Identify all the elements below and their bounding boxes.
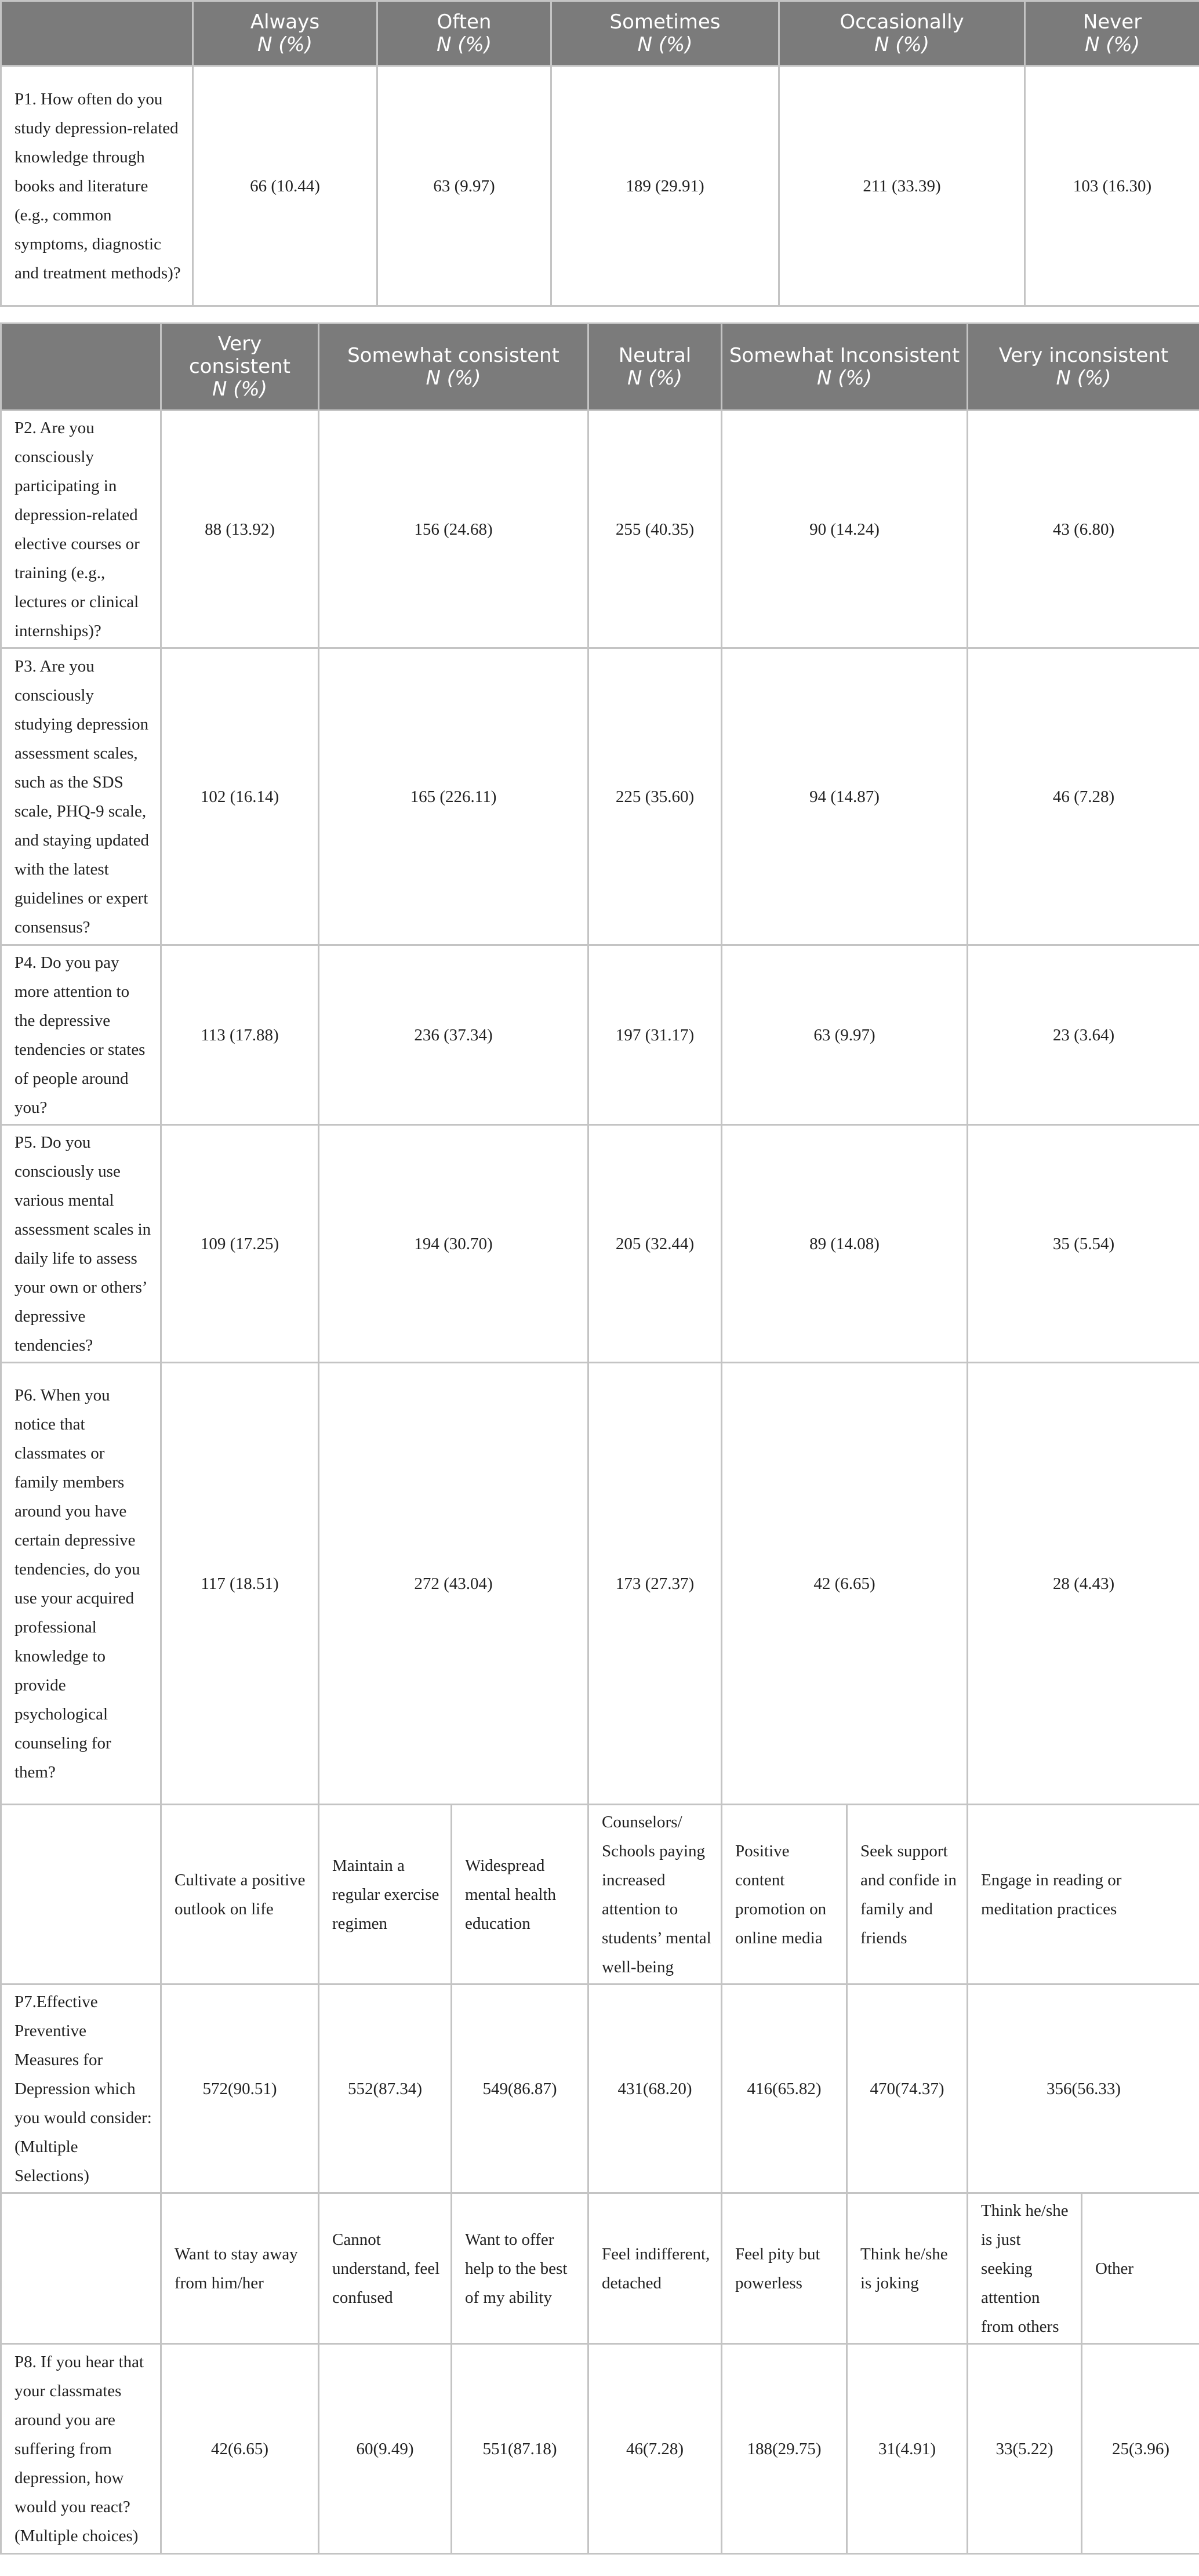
option-cell: Cannot understand, feel confused: [319, 2193, 452, 2344]
value-cell: 470(74.37): [847, 1984, 968, 2193]
question-p1: P1. How often do you study depression-related knowledge through books and literature (e.g., common symptoms, diagnostic and treatment methods)?: [1, 66, 193, 306]
header-row: [1, 324, 1199, 411]
option-cell: Want to offer help to the best of my ability: [452, 2193, 588, 2344]
value-cell: 194 (30.70): [319, 1125, 588, 1363]
value-cell: 103 (16.30): [1025, 66, 1199, 306]
value-cell: 431(68.20): [588, 1984, 722, 2193]
value-cell: 205 (32.44): [588, 1125, 722, 1363]
question-p8: P8. If you hear that your classmates around you are suffering from depression, how would you react? (Multiple choices): [1, 2344, 161, 2554]
option-cell: Maintain a regular exercise regimen: [319, 1805, 452, 1984]
option-cell: Cultivate a positive outlook on life: [161, 1805, 319, 1984]
header-always: Always N (%): [193, 1, 377, 66]
option-cell: Counselors/ Schools paying increased attention to students’ mental well-being: [588, 1805, 722, 1984]
value-cell: 572(90.51): [161, 1984, 319, 2193]
value-cell: 63 (9.97): [722, 945, 968, 1125]
option-cell: Feel pity but powerless: [722, 2193, 847, 2344]
header-somewhat-inconsistent: Somewhat Inconsistent N (%): [722, 324, 968, 411]
value-cell: 197 (31.17): [588, 945, 722, 1125]
header-neutral: Neutral N (%): [588, 324, 722, 411]
value-cell: 42(6.65): [161, 2344, 319, 2554]
header-very-consistent: Very consistent N (%): [161, 324, 319, 411]
option-cell: Other: [1082, 2193, 1199, 2344]
value-cell: 33(5.22): [968, 2344, 1082, 2554]
value-cell: 66 (10.44): [193, 66, 377, 306]
value-cell: 46 (7.28): [968, 648, 1199, 945]
header-occasionally: Occasionally N (%): [779, 1, 1025, 66]
value-cell: 94 (14.87): [722, 648, 968, 945]
header-sometimes: Sometimes N (%): [551, 1, 779, 66]
value-cell: 60(9.49): [319, 2344, 452, 2554]
frequency-table: [0, 0, 1199, 307]
option-cell: Widespread mental health education: [452, 1805, 588, 1984]
table-row: [1, 411, 1199, 648]
table-row: [1, 1125, 1199, 1363]
value-cell: 156 (24.68): [319, 411, 588, 648]
option-cell: Feel indifferent, detached: [588, 2193, 722, 2344]
value-cell: 113 (17.88): [161, 945, 319, 1125]
option-cell: Think he/she is just seeking attention from others: [968, 2193, 1082, 2344]
value-cell: 31(4.91): [847, 2344, 968, 2554]
option-cell: Want to stay away from him/her: [161, 2193, 319, 2344]
header-never: Never N (%): [1025, 1, 1199, 66]
value-cell: 102 (16.14): [161, 648, 319, 945]
value-cell: 211 (33.39): [779, 66, 1025, 306]
value-cell: 43 (6.80): [968, 411, 1199, 648]
question-p4: P4. Do you pay more attention to the depressive tendencies or states of people around you?: [1, 945, 161, 1125]
value-cell: 551(87.18): [452, 2344, 588, 2554]
table-row: [1, 1363, 1199, 1805]
value-cell: 117 (18.51): [161, 1363, 319, 1805]
value-cell: 272 (43.04): [319, 1363, 588, 1805]
value-cell: 28 (4.43): [968, 1363, 1199, 1805]
header-often: Often N (%): [377, 1, 551, 66]
header-somewhat-consistent: Somewhat consistent N (%): [319, 324, 588, 411]
value-cell: 63 (9.97): [377, 66, 551, 306]
question-p5: P5. Do you consciously use various mental assessment scales in daily life to assess your own or others’ depressive tendencies?: [1, 1125, 161, 1363]
p8-options-row: [1, 2193, 1199, 2344]
table-row: [1, 66, 1199, 306]
header-very-inconsistent: Very inconsistent N (%): [968, 324, 1199, 411]
option-cell: Think he/she is joking: [847, 2193, 968, 2344]
value-cell: 25(3.96): [1082, 2344, 1199, 2554]
value-cell: 552(87.34): [319, 1984, 452, 2193]
value-cell: 416(65.82): [722, 1984, 847, 2193]
value-cell: 356(56.33): [968, 1984, 1199, 2193]
value-cell: 549(86.87): [452, 1984, 588, 2193]
value-cell: 255 (40.35): [588, 411, 722, 648]
value-cell: 89 (14.08): [722, 1125, 968, 1363]
value-cell: 236 (37.34): [319, 945, 588, 1125]
header-blank: [1, 324, 161, 411]
option-cell: Engage in reading or meditation practices: [968, 1805, 1199, 1984]
consistency-table: [0, 322, 1199, 2555]
value-cell: 109 (17.25): [161, 1125, 319, 1363]
value-cell: 225 (35.60): [588, 648, 722, 945]
value-cell: 23 (3.64): [968, 945, 1199, 1125]
question-p6: P6. When you notice that classmates or family members around you have certain depressive tendencies, do you use your acquired professional knowledge to provide psychological counseling for them?: [1, 1363, 161, 1805]
value-cell: 173 (27.37): [588, 1363, 722, 1805]
option-cell: Seek support and confide in family and friends: [847, 1805, 968, 1984]
option-cell: Positive content promotion on online media: [722, 1805, 847, 1984]
value-cell: 42 (6.65): [722, 1363, 968, 1805]
value-cell: 165 (226.11): [319, 648, 588, 945]
value-cell: 35 (5.54): [968, 1125, 1199, 1363]
table-row: [1, 1984, 1199, 2193]
table-row: [1, 945, 1199, 1125]
blank-cell: [1, 1805, 161, 1984]
value-cell: 46(7.28): [588, 2344, 722, 2554]
p7-options-row: [1, 1805, 1199, 1984]
value-cell: 90 (14.24): [722, 411, 968, 648]
table-row: [1, 648, 1199, 945]
header-row: [1, 1, 1199, 66]
question-p2: P2. Are you consciously participating in depression-related elective courses or training (e.g., lectures or clinical internships)?: [1, 411, 161, 648]
value-cell: 189 (29.91): [551, 66, 779, 306]
question-p7: P7.Effective Preventive Measures for Depression which you would consider: (Multiple Selections): [1, 1984, 161, 2193]
blank-cell: [1, 2193, 161, 2344]
table-row: [1, 2344, 1199, 2554]
value-cell: 188(29.75): [722, 2344, 847, 2554]
header-blank: [1, 1, 193, 66]
value-cell: 88 (13.92): [161, 411, 319, 648]
question-p3: P3. Are you consciously studying depression assessment scales, such as the SDS scale, PHQ-9 scale, and staying updated with the latest guidelines or expert consensus?: [1, 648, 161, 945]
